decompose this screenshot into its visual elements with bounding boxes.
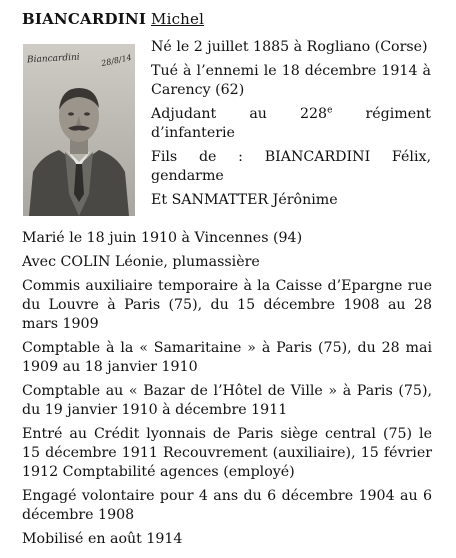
career-entry: Comptable au « Bazar de l’Hôtel de Ville » à Paris (75), du 19 janvier 1910 à décembre 1911 bbox=[22, 383, 432, 418]
rank-text-start: Adjudant au 228 bbox=[151, 106, 328, 122]
photo-date: 28/8/14 bbox=[100, 52, 133, 69]
photo-signature: Biancardini bbox=[26, 52, 80, 66]
enlistment-info: Engagé volontaire pour 4 ans du 6 décembre 1904 au 6 décembre 1908 bbox=[22, 488, 432, 523]
birth-info: Né le 2 juillet 1885 à Rogliano (Corse) bbox=[151, 39, 428, 55]
rank-superscript: e bbox=[327, 105, 333, 116]
portrait-illustration bbox=[23, 44, 135, 216]
record-heading bbox=[22, 10, 204, 28]
career-entry: Comptable à la « Samaritaine » à Paris (75), du 28 mai 1909 au 18 janvier 1910 bbox=[22, 340, 432, 375]
father-info: Fils de : BIANCARDINI Félix, gendarme bbox=[151, 149, 431, 184]
career-entry: Entré au Crédit lyonnais de Paris siège central (75) le 15 décembre 1911 Recouvrement (auxiliaire), 15 février 1912 Comptabilité agences (employé) bbox=[22, 426, 432, 480]
identity-block bbox=[151, 38, 431, 215]
death-info: Tué à l’ennemi le 18 décembre 1914 à Carency (62) bbox=[151, 63, 431, 98]
portrait-photo bbox=[23, 44, 135, 216]
career-entry: Commis auxiliaire temporaire à la Caisse d’Epargne rue du Louvre à Paris (75), du 15 décembre 1908 au 28 mars 1909 bbox=[22, 278, 432, 332]
rank-info bbox=[151, 105, 431, 143]
spouse-info: Avec COLIN Léonie, plumassière bbox=[22, 254, 260, 270]
surname: BIANCARDINI bbox=[22, 10, 147, 28]
rank-text-end: régiment d’infanterie bbox=[151, 106, 431, 141]
marriage-info: Marié le 18 juin 1910 à Vincennes (94) bbox=[22, 230, 303, 246]
biography-block bbox=[22, 229, 432, 554]
mobilisation-info: Mobilisé en août 1914 bbox=[22, 531, 183, 547]
firstname: Michel bbox=[151, 10, 205, 28]
mother-info: Et SANMATTER Jérônime bbox=[151, 192, 338, 208]
